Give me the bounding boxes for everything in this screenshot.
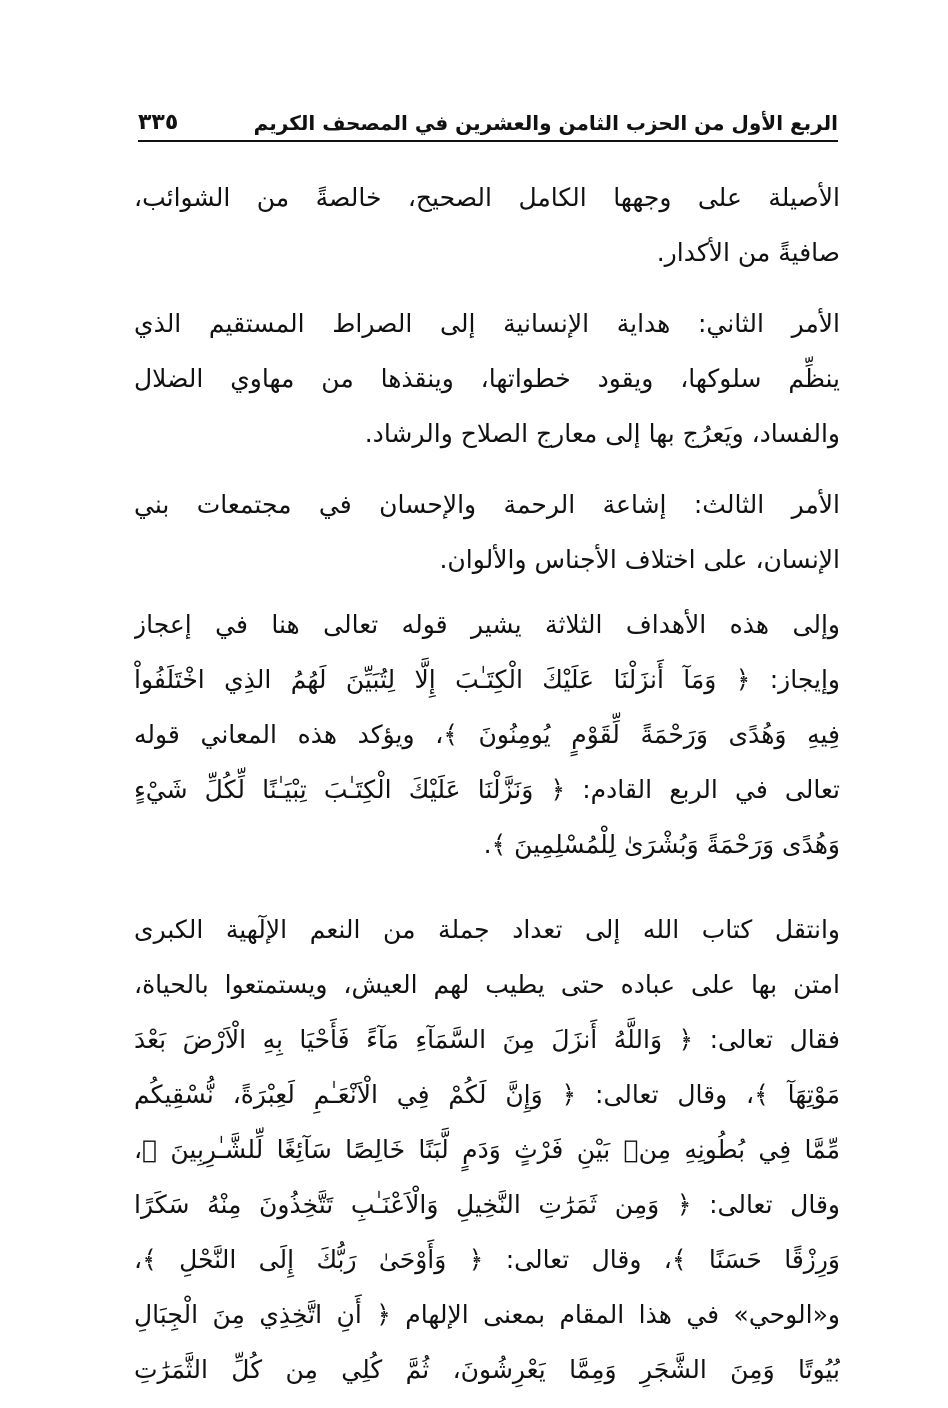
text-line: صافيةً من الأكدار. <box>656 238 840 267</box>
text-line: الأصيلة على وجهها الكامل الصحيح، خالصةً من الشوائب، <box>134 183 840 212</box>
running-title: الربع الأول من الحزب الثامن والعشرين في المصحف الكريم <box>253 111 838 135</box>
text-line: مِّمَّا فِي بُطُونِهِ مِنۢ بَيْنِ فَرْثٍ وَدَمٍ لَّبَنًا خَالِصًا سَآئِغًا لِّلشَّـٰرِبِينَ ﴾، <box>134 1135 840 1164</box>
text-line: وَهُدًى وَرَحْمَةً وَبُشْرَىٰ لِلْمُسْلِمِينَ ﴾. <box>483 830 840 859</box>
text-line: وإيجاز: ﴿ وَمَآ أَنزَلْنَا عَلَيْكَ الْكِتَـٰبَ إِلَّا لِتُبَيِّنَ لَهُمُ الذِي اخْتَلَفُواْ <box>134 665 840 694</box>
text-line: بُيُوتًا وَمِنَ الشَّجَرِ وَمِمَّا يَعْرِشُونَ، ثُمَّ كُلِي مِن كُلِّ الثَّمَرَٰتِ <box>134 1355 840 1384</box>
text-line: الإنسان، على اختلاف الأجناس والألوان. <box>439 545 840 574</box>
text-line: و«الوحي» في هذا المقام بمعنى الإلهام ﴿ أَنِ اتَّخِذِي مِنَ الْجِبَالِ <box>134 1300 840 1329</box>
paragraph <box>134 170 840 280</box>
text-line: وانتقل كتاب الله إلى تعداد جملة من النعم الإلٓهية الكبرى <box>134 915 840 944</box>
text-line: تعالى في الربع القادم: ﴿ وَنَزَّلْنَا عَلَيْكَ الْكِتَـٰبَ تِبْيَـٰنًا لِّكُلِّ شَيْءٍ <box>134 775 840 804</box>
text-line: فِيهِ وَهُدًى وَرَحْمَةً لِّقَوْمٍ يُومِنُونَ ﴾، ويؤكد هذه المعاني قوله <box>134 720 840 749</box>
paragraph <box>134 296 840 461</box>
paragraph <box>134 477 840 587</box>
text-line: مَوْتِهَآ ﴾، وقال تعالى: ﴿ وَإِنَّ لَكُمْ فِي الْاَنْعَـٰمِ لَعِبْرَةً، نُّسْقِيكُم <box>134 1080 840 1109</box>
text-line: فقال تعالى: ﴿ وَاللَّهُ أَنزَلَ مِنَ السَّمَآءِ مَآءً فَأَحْيَا بِهِ الْاَرْضَ بَعْدَ <box>134 1025 840 1054</box>
text-line: الأمر الثاني: هداية الإنسانية إلى الصراط المستقيم الذي <box>134 309 840 338</box>
text-line: والفساد، ويَعرُج بها إلى معارج الصلاح والرشاد. <box>364 419 840 448</box>
text-line: وقال تعالى: ﴿ وَمِن ثَمَرَٰتِ النَّخِيلِ وَالْاَعْنَـٰبِ تَتَّخِذُونَ مِنْهُ سَكَرًا <box>134 1190 840 1219</box>
running-header <box>138 104 838 138</box>
body-text <box>134 170 840 1397</box>
text-line: وإلى هذه الأهداف الثلاثة يشير قوله تعالى هنا في إعجاز <box>134 610 840 639</box>
text-line: وَرِزْقًا حَسَنًا ﴾، وقال تعالى: ﴿ وَأَوْحَىٰ رَبُّكَ إِلَى النَّحْلِ ﴾، <box>134 1245 840 1274</box>
header-rule <box>138 140 838 142</box>
text-line: امتن بها على عباده حتى يطيب لهم العيش، ويستمتعوا بالحياة، <box>134 970 840 999</box>
paragraph <box>134 597 840 872</box>
text-line: الأمر الثالث: إشاعة الرحمة والإحسان في مجتمعات بني <box>134 490 840 519</box>
text-line: ينظِّم سلوكها، ويقود خطواتها، وينقذها من مهاوي الضلال <box>134 364 840 393</box>
page-number: ٣٣٥ <box>138 110 179 135</box>
paragraph <box>134 902 840 1397</box>
